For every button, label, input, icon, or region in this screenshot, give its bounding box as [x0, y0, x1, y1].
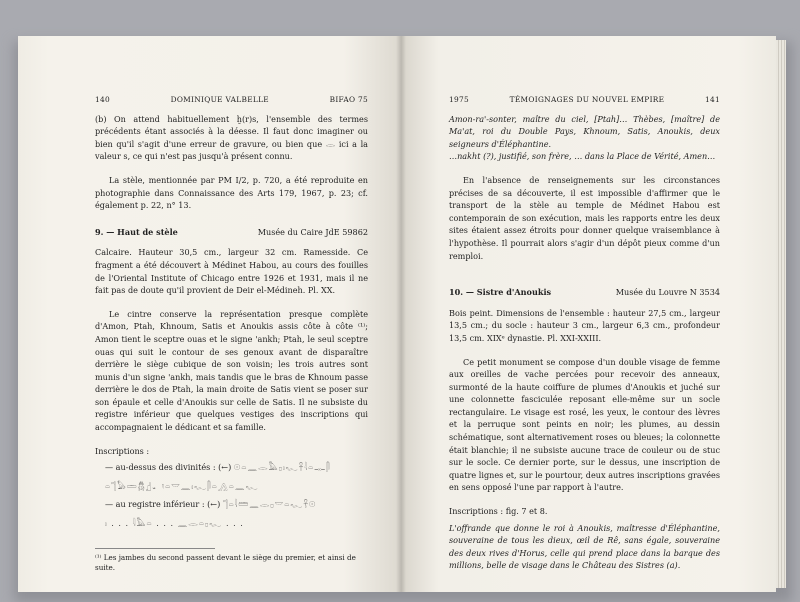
left-author: DOMINIQUE VALBELLE [170, 95, 270, 104]
left-paragraph-3: Calcaire. Hauteur 30,5 cm., largeur 32 cm. Ramesside. Ce fragment a été découvert à Médinet Habou, au cours des fouilles de l'Oriental Institute of Chicago entre 1926 et 1931, mais il ne fait pas de doute qu'il provient de Deir el-Médineh. Pl. XX. [95, 247, 368, 296]
right-inscriptions-label: Inscriptions : fig. 7 et 8. [449, 506, 548, 517]
page-edges [776, 40, 786, 588]
right-section-ref: Musée du Louvre N 3534 [615, 287, 720, 298]
right-year: 1975 [449, 95, 470, 104]
right-page [401, 36, 776, 592]
right-running-title: TÉMOIGNAGES DU NOUVEL EMPIRE [509, 95, 665, 104]
right-paragraph-2: En l'absence de renseignements sur les circonstances précises de sa découverte, il est impossible d'affirmer que le transport de la stèle au temple de Médinet Habou est contemporain de son exécution, mais les rapports entre les deux sites étaient assez étroits pour donner quelque vraisemblance à l'hypothèse. Il pourrait alors s'agir d'un dépôt pieux comme d'un remploi. [449, 174, 720, 261]
footnote-text: ⁽¹⁾ Les jambes du second passent devant le siège du premier, et ainsi de suite. [95, 552, 356, 572]
right-paragraph-5: L'offrande que donne le roi à Anoukis, maîtresse d'Éléphantine, souveraine de tous les dieux, œil de Rê, sans égale, souveraine des deux rives d'Horus, celle qui prend place dans la barque des millions, belle de visage dans le Château des Sistres (a). [449, 522, 720, 571]
right-paragraph-3: Bois peint. Dimensions de l'ensemble : hauteur 27,5 cm., largeur 13,5 cm.; du socle : hauteur 3 cm., largeur 6,3 cm., profondeur 13,5 cm. XIXᵉ dynastie. Pl. XXI-XXIII. [449, 307, 720, 343]
inscription-1-label: — au-dessus des divinités : (←) [105, 462, 232, 473]
inscription-line-2: 𓏏𓊹𓅃𓏛𓆣𓊨𓂝𓏏𓎟𓈖𓏤𓆑𓋴𓏏𓂻𓏏𓈖𓆑 [105, 480, 259, 491]
right-section-heading [449, 286, 720, 299]
inscription-line-4: 𓏤 . . . 𓇋𓅓𓏏 . . . 𓈖𓂋𓏏𓊪𓆑 . . . [105, 518, 244, 529]
inscription-3-label: — au registre inférieur : (←) [105, 499, 221, 510]
inscription-line-3 [105, 498, 368, 511]
right-section-title: 10. — Sistre d'Anoukis [449, 287, 552, 298]
right-page-content [449, 94, 720, 583]
book-gutter [396, 36, 406, 592]
left-paragraph-2: La stèle, mentionnée par PM I/2, p. 720, a été reproduite en photographie dans Connaissance des Arts 179, 1967, p. 23; cf. également p. 22, n° 13. [95, 174, 368, 211]
inscription-line-1 [105, 461, 368, 474]
right-paragraph-1: Amon-ra'-sonter, maître du ciel, [Ptah]… Thèbes, [maître] de Ma'at, roi du Double Pays, Khnoum, Satis, Anoukis, deux seigneurs d'Éléphantine. [449, 113, 720, 149]
inscription-1-glyphs: 𓇳𓏏𓈖𓂋𓅓𓊪𓏤𓆑𓋹𓇋𓏏𓊃𓋴 [233, 462, 331, 473]
left-section-title: 9. — Haut de stèle [95, 226, 178, 237]
left-inscriptions-label: Inscriptions : [95, 445, 150, 456]
left-page-number: 140 [95, 95, 111, 104]
right-running-head [449, 94, 720, 107]
left-paragraph-4: Le cintre conserve la représentation presque complète d'Amon, Ptah, Khnoum, Satis et Anoukis assis côte à côte ⁽¹⁾; Amon tient le sceptre ouas et le signe 'ankh; Ptah, le seul sceptre ouas qui suit le contour de ses genoux avant de disparaître derrière le siège cubique de son voisin; les trois autres sont munis d'un signe 'ankh, mais tandis que le bras de Khnoum passe derrière le dos de Ptah, la main droite de Satis vient se poser sur son épaule et celle d'Anoukis sur celle de Satis. Il ne subsiste du registre inférieur que quelques vestiges des inscriptions qui accompagnaient le dédicant et sa famille. [95, 308, 368, 433]
left-series: BIFAO 75 [329, 95, 368, 104]
left-section-ref: Musée du Caire JdE 59862 [257, 226, 368, 237]
left-footnote [95, 548, 356, 573]
right-paragraph-4: Ce petit monument se compose d'un double visage de femme aux oreilles de vache percées pour recevoir des anneaux, surmonté de la haute coiffure de plumes d'Anoukis et juché sur une colonnette fasciculée reposant elle-même sur un socle rectangulaire. Le visage est rosé, les yeux, le contour des lèvres et la perruque sont peints en noir; les plumes, au dessin schématique, sont alternativement roses ou bleues; la colonnette était blanchie; il ne subsiste aucune trace de couleur ou de stuc sur le socle. Ce dernier porte, sur le dessus, une inscription de quatre lignes et, sur le pourtour, deux autres inscriptions gravées en sens opposé l'une par rapport à l'autre. [449, 356, 720, 493]
left-running-head [95, 94, 368, 107]
left-page-content [95, 94, 368, 573]
left-paragraph-1: (b) On attend habituellement ḫ(r)s, l'ensemble des termes précédents étant associés à la déesse. Il faut donc imaginer ou bien qu'il s'agit d'une erreur de gravure, ou bien que 𓂋 ici a la valeur s, ce qui n'est pas jusqu'à présent connu. [95, 113, 368, 162]
right-paragraph-1b: …nakht (?), justifié, son frère, … dans la Place de Vérité, Amen… [449, 151, 716, 162]
left-section-heading [95, 226, 368, 239]
inscription-3-glyphs: 𓊹𓏏𓇋𓏠𓈖𓂋𓊪𓎟𓏏𓆑𓋹𓇳 [222, 499, 317, 510]
right-page-number: 141 [704, 95, 720, 104]
left-page [18, 36, 401, 592]
